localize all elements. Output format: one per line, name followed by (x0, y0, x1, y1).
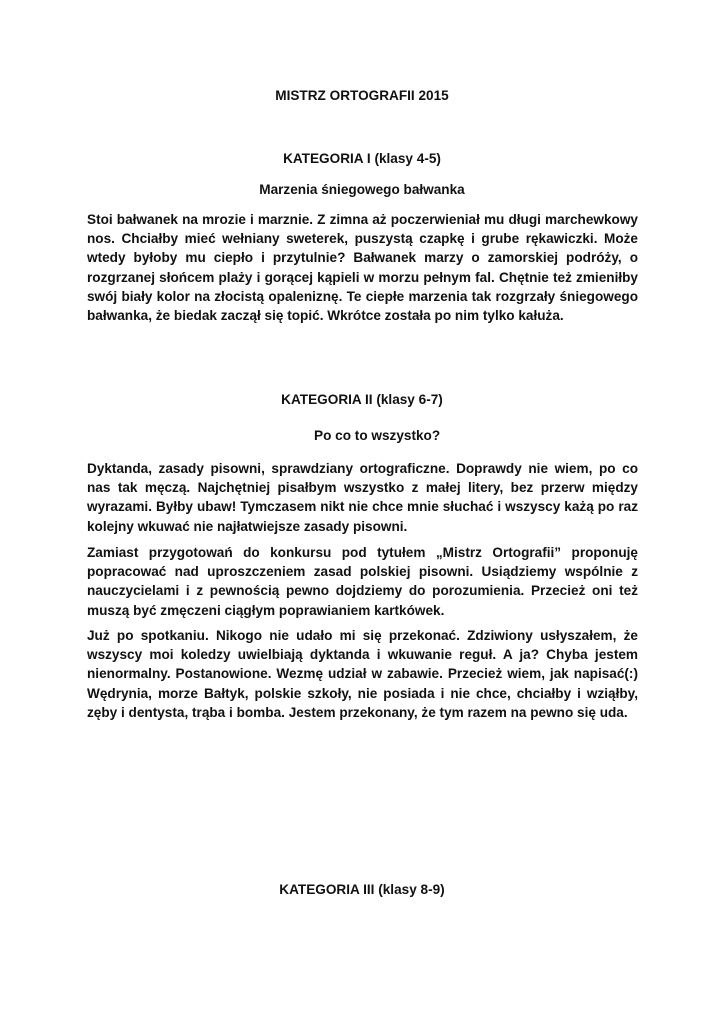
document-title: MISTRZ ORTOGRAFII 2015 (275, 88, 449, 103)
category-3-heading: KATEGORIA III (klasy 8-9) (279, 882, 445, 897)
category-2-subtitle: Po co to wszystko? (314, 428, 441, 443)
category-2-paragraph-1: Dyktanda, zasady pisowni, sprawdziany ortograficzne. Doprawdy nie wiem, po co nas tak męczą. Najchętniej pisałbym wszystko z małej litery, bez przerw między wyrazami. Byłby ubaw! Tymczasem nikt nie chce mnie słuchać i wszyscy każą po raz kolejny wkuwać nie najłatwiejsze zasady pisowni. (87, 461, 638, 534)
category-2-heading: KATEGORIA II (klasy 6-7) (281, 392, 443, 407)
category-2-paragraph-3: Już po spotkaniu. Nikogo nie udało mi się przekonać. Zdziwiony usłyszałem, że wszyscy moi koledzy uwielbiają dyktanda i wkuwanie reguł. A ja? Chyba jestem nienormalny. Postanowione. Wezmę udział w zabawie. Przecież wiem, jak napisać(:) Wędrynia, morze Bałtyk, polskie szkoły, nie posiada i nie chce, chciałby i wziąłby, zęby i dentysta, trąba i bomba. Jestem przekonany, że tym razem na pewno się uda. (87, 628, 638, 720)
category-2-paragraph-2: Zamiast przygotowań do konkursu pod tytułem „Mistrz Ortografii” proponuję popracować nad uproszczeniem zasad polskiej pisowni. Usiądziemy wspólnie z nauczycielami i z pewnością pewno dojdziemy do porozumienia. Przecież oni też muszą być zmęczeni ciągłym poprawianiem kartkówek. (87, 545, 638, 618)
category-1-subtitle: Marzenia śniegowego bałwanka (259, 182, 465, 197)
category-1-heading: KATEGORIA I (klasy 4-5) (283, 151, 441, 166)
category-1-text: Stoi bałwanek na mrozie i marznie. Z zimna aż poczerwieniał mu długi marchewkowy nos. Chciałby mieć wełniany sweterek, puszystą czapkę i grube rękawiczki. Może wtedy byłoby mu ciepło i przytulnie? Bałwanek marzy o zamorskiej podróży, o rozgrzanej słońcem plaży i gorącej kąpieli w morzu pełnym fal. Chętnie też zmieniłby swój biały kolor na złocistą opaleniznę. Te ciepłe marzenia tak rozgrzały śniegowego bałwanka, że biedak zaczął się topić. Wkrótce została po nim tylko kałuża. (87, 212, 638, 324)
